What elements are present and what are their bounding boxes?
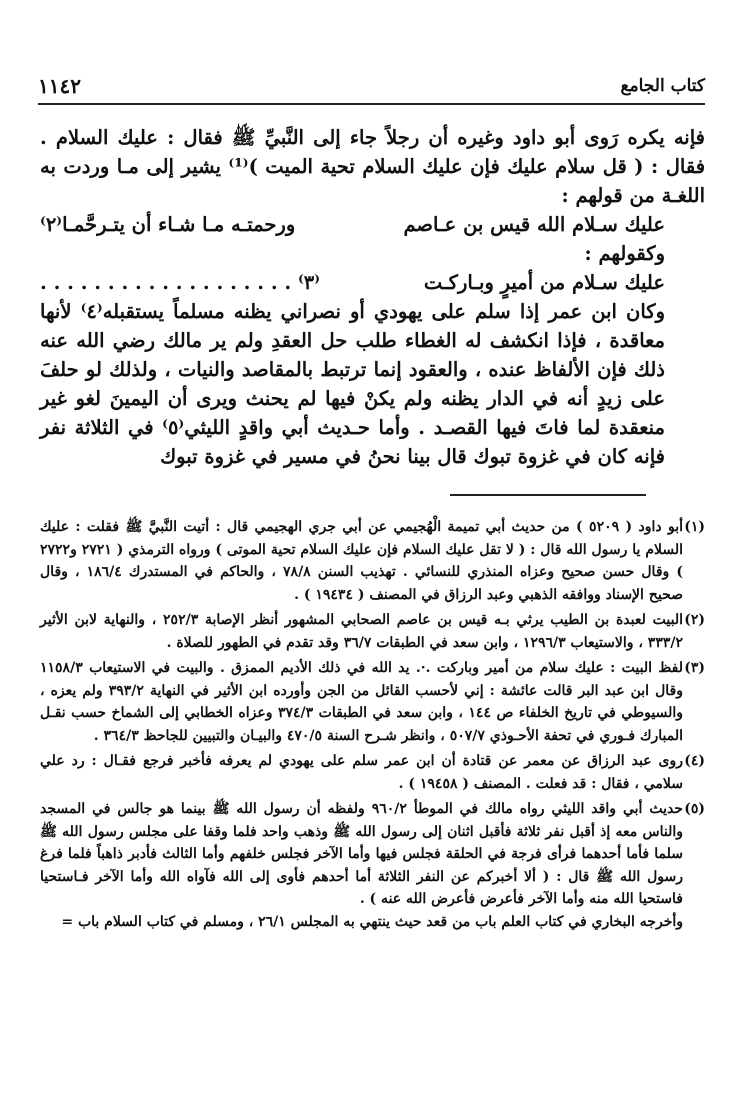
footnote-number: (٥)	[684, 801, 705, 817]
page-header	[38, 74, 705, 104]
header-rule	[38, 103, 705, 105]
footnote-number: (٤)	[684, 753, 705, 769]
verse-1	[40, 210, 705, 239]
footnote-text: البيت لعبدة بن الطيب يرثي بـه قيس بن عاصم الصحابي المشهور أنظر الإصابة ٢٥٢/٣ ، والنهاية لابن الأثير ٣٣٣/٢ ، والاستيعاب ١٢٩٦/٣ ، وابن سعد في الطبقات ٣٦/٧ وقد تقدم في الطهور للصلاة .	[40, 612, 683, 651]
page-number: ١١٤٢	[38, 74, 81, 98]
verse-2	[40, 268, 705, 297]
footnote-5	[40, 798, 705, 911]
footnote-number	[683, 911, 705, 934]
footnote-text: أبو داود ( ٥٢٠٩ ) من حديث أبي تميمة الْهُجيمي عن أبي جري الهجيمي قال : أتيت النَّبيَّ ﷺ فقلت : عليك السلام يا رسول الله قال : ( لا تقل عليك السلام فإن عليك السلام تحية الموتى ) ورواه الترمذي ( ٢٧٢١ و٢٧٢٢ ) وقال حسن صحيح وعزاه المنذري للنسائي . تهذيب السنن ٧٨/٨ ، والحاكم في المستدرك ١٨٦/٤ ، وقال صحيح الإسناد ووافقه الذهبي وعبد الرزاق في المصنف ( ١٩٤٣٤ ) .	[40, 519, 684, 603]
footnote-text: وأخرجه البخاري في كتاب العلم باب من قعد حيث ينتهي به المجلس ٢٦/١ ، ومسلم في كتاب السلام باب =	[61, 913, 683, 930]
footnote-text: حديث أبي واقد الليثي رواه مالك في الموطأ ٩٦٠/٢ ولفظه أن رسول الله ﷺ بينما هو جالس في المسجد والناس معه إذ أقبل نفر ثلاثة فأقبل اثنان إلى رسول الله ﷺ وذهب واحد فلما وقفا على مجلس رسول الله ﷺ سلما فأما أحدهما فرأى فرجة في الحلقة فجلس فيها وأما الآخر فجلس خلفهم وأما الثالث فأدبر ذاهباً فلما فرغ رسول الله ﷺ قال : ( ألا أخبركم عن النفر الثلاثة أما أحدهم فأوى إلى الله فآواه الله وأما الآخر فـاستحيا فاستحيا الله منه وأما الآخر فأعرض فأعرض الله عنه ) .	[40, 801, 683, 907]
footnote-5-continuation	[40, 911, 705, 934]
footnote-separator	[450, 494, 646, 496]
footnote-number: (٣)	[684, 660, 705, 676]
footnote-number: (٢)	[684, 612, 705, 628]
verse-1-first-hemistich: عليك سـلام الله قيس بن عـاصم	[403, 213, 665, 236]
verse-1-second-hemistich: ورحمتـه مـا شـاء أن يتـرحَّمـا⁽٢⁾	[40, 213, 296, 236]
paragraph-2: وكان ابن عمر إذا سلم على يهودي أو نصراني يظنه مسلماً يستقبله⁽٤⁾ لأنها معاقدة ، فإذا انكشف له الغطاء طلب حل العقدِ ولم ير مالك رضي الله عنه ذلك فإن الألفاظ عنده ، والعقود إنما ترتبط بالمقاصد والنيات ، ولذلك لو حلفَ على زيدٍ أنه في الدار يظنه ولم يكنْ فيها لم يحنث ويرى أن اليمينَ لغو غير منعقدة لما فاتَ فيها القصـد . وأما حـديث أبي واقدٍ الليثي⁽٥⁾ في الثلاثة نفر فإنه كان في غزوة تبوك قال بينا نحنُ في مسير في غزوة تبوك	[40, 300, 666, 468]
running-title: كتاب الجامع	[620, 76, 705, 96]
footnotes	[40, 516, 705, 933]
footnote-2	[40, 609, 705, 654]
footnote-number: (١)	[684, 519, 705, 535]
footnote-4	[40, 750, 705, 795]
footnote-3	[40, 657, 705, 747]
footnote-text: لفظ البيت : عليك سلام من أمير وباركت .·. يد الله في ذلك الأديم الممزق . والبيت في الاستيعاب ١١٥٨/٣ وقال ابن عبد البر قالت عائشة : إني لأحسب القائل من الجن وأورده ابن الأثير في النهاية ٣٩٣/٢ ولم يعزه ، والسيوطي في تاريخ الخلفاء ص ١٤٤ ، وابن سعد في الطبقات ٣٧٤/٣ وعزاه الخطابي إلى الشماخ حسب نقـل المبارك فـوري في تحفة الأحـوذي ٥٠٧/٧ ، وانظر شـرح السنة ٤٧٠/٥ والبيـان والتبيين للجاحظ ٣٦٤/٣ .	[40, 660, 683, 744]
main-text	[40, 123, 705, 471]
paragraph-1: فإنه يكره رَوى أبو داود وغيره أن رجلاً جاء إلى النَّبيِّ ﷺ فقال : عليك السلام . فقال : ( قل سلام عليك فإن عليك السلام تحية الميت )⁽¹⁾ يشير إلى مـا وردت به اللغـة من قولهم :	[40, 126, 706, 207]
footnote-text: روى عبد الرزاق عن معمر عن قتادة أن ابن عمر سلم على يهودي لم يعرفه فأخبر فرجع فقـال : رد علي سلامي ، فقال : قد فعلت . المصنف ( ١٩٤٥٨ ) .	[40, 753, 683, 792]
line-kaqawlihim: وكقولهم :	[584, 242, 665, 265]
footnote-1	[40, 516, 705, 606]
verse-2-first-hemistich: عليك سـلام من أميرٍ وبـاركـت	[423, 271, 665, 294]
verse-2-second-hemistich: ⁽٣⁾ . . . . . . . . . . . . . . . . . . .	[40, 271, 321, 294]
